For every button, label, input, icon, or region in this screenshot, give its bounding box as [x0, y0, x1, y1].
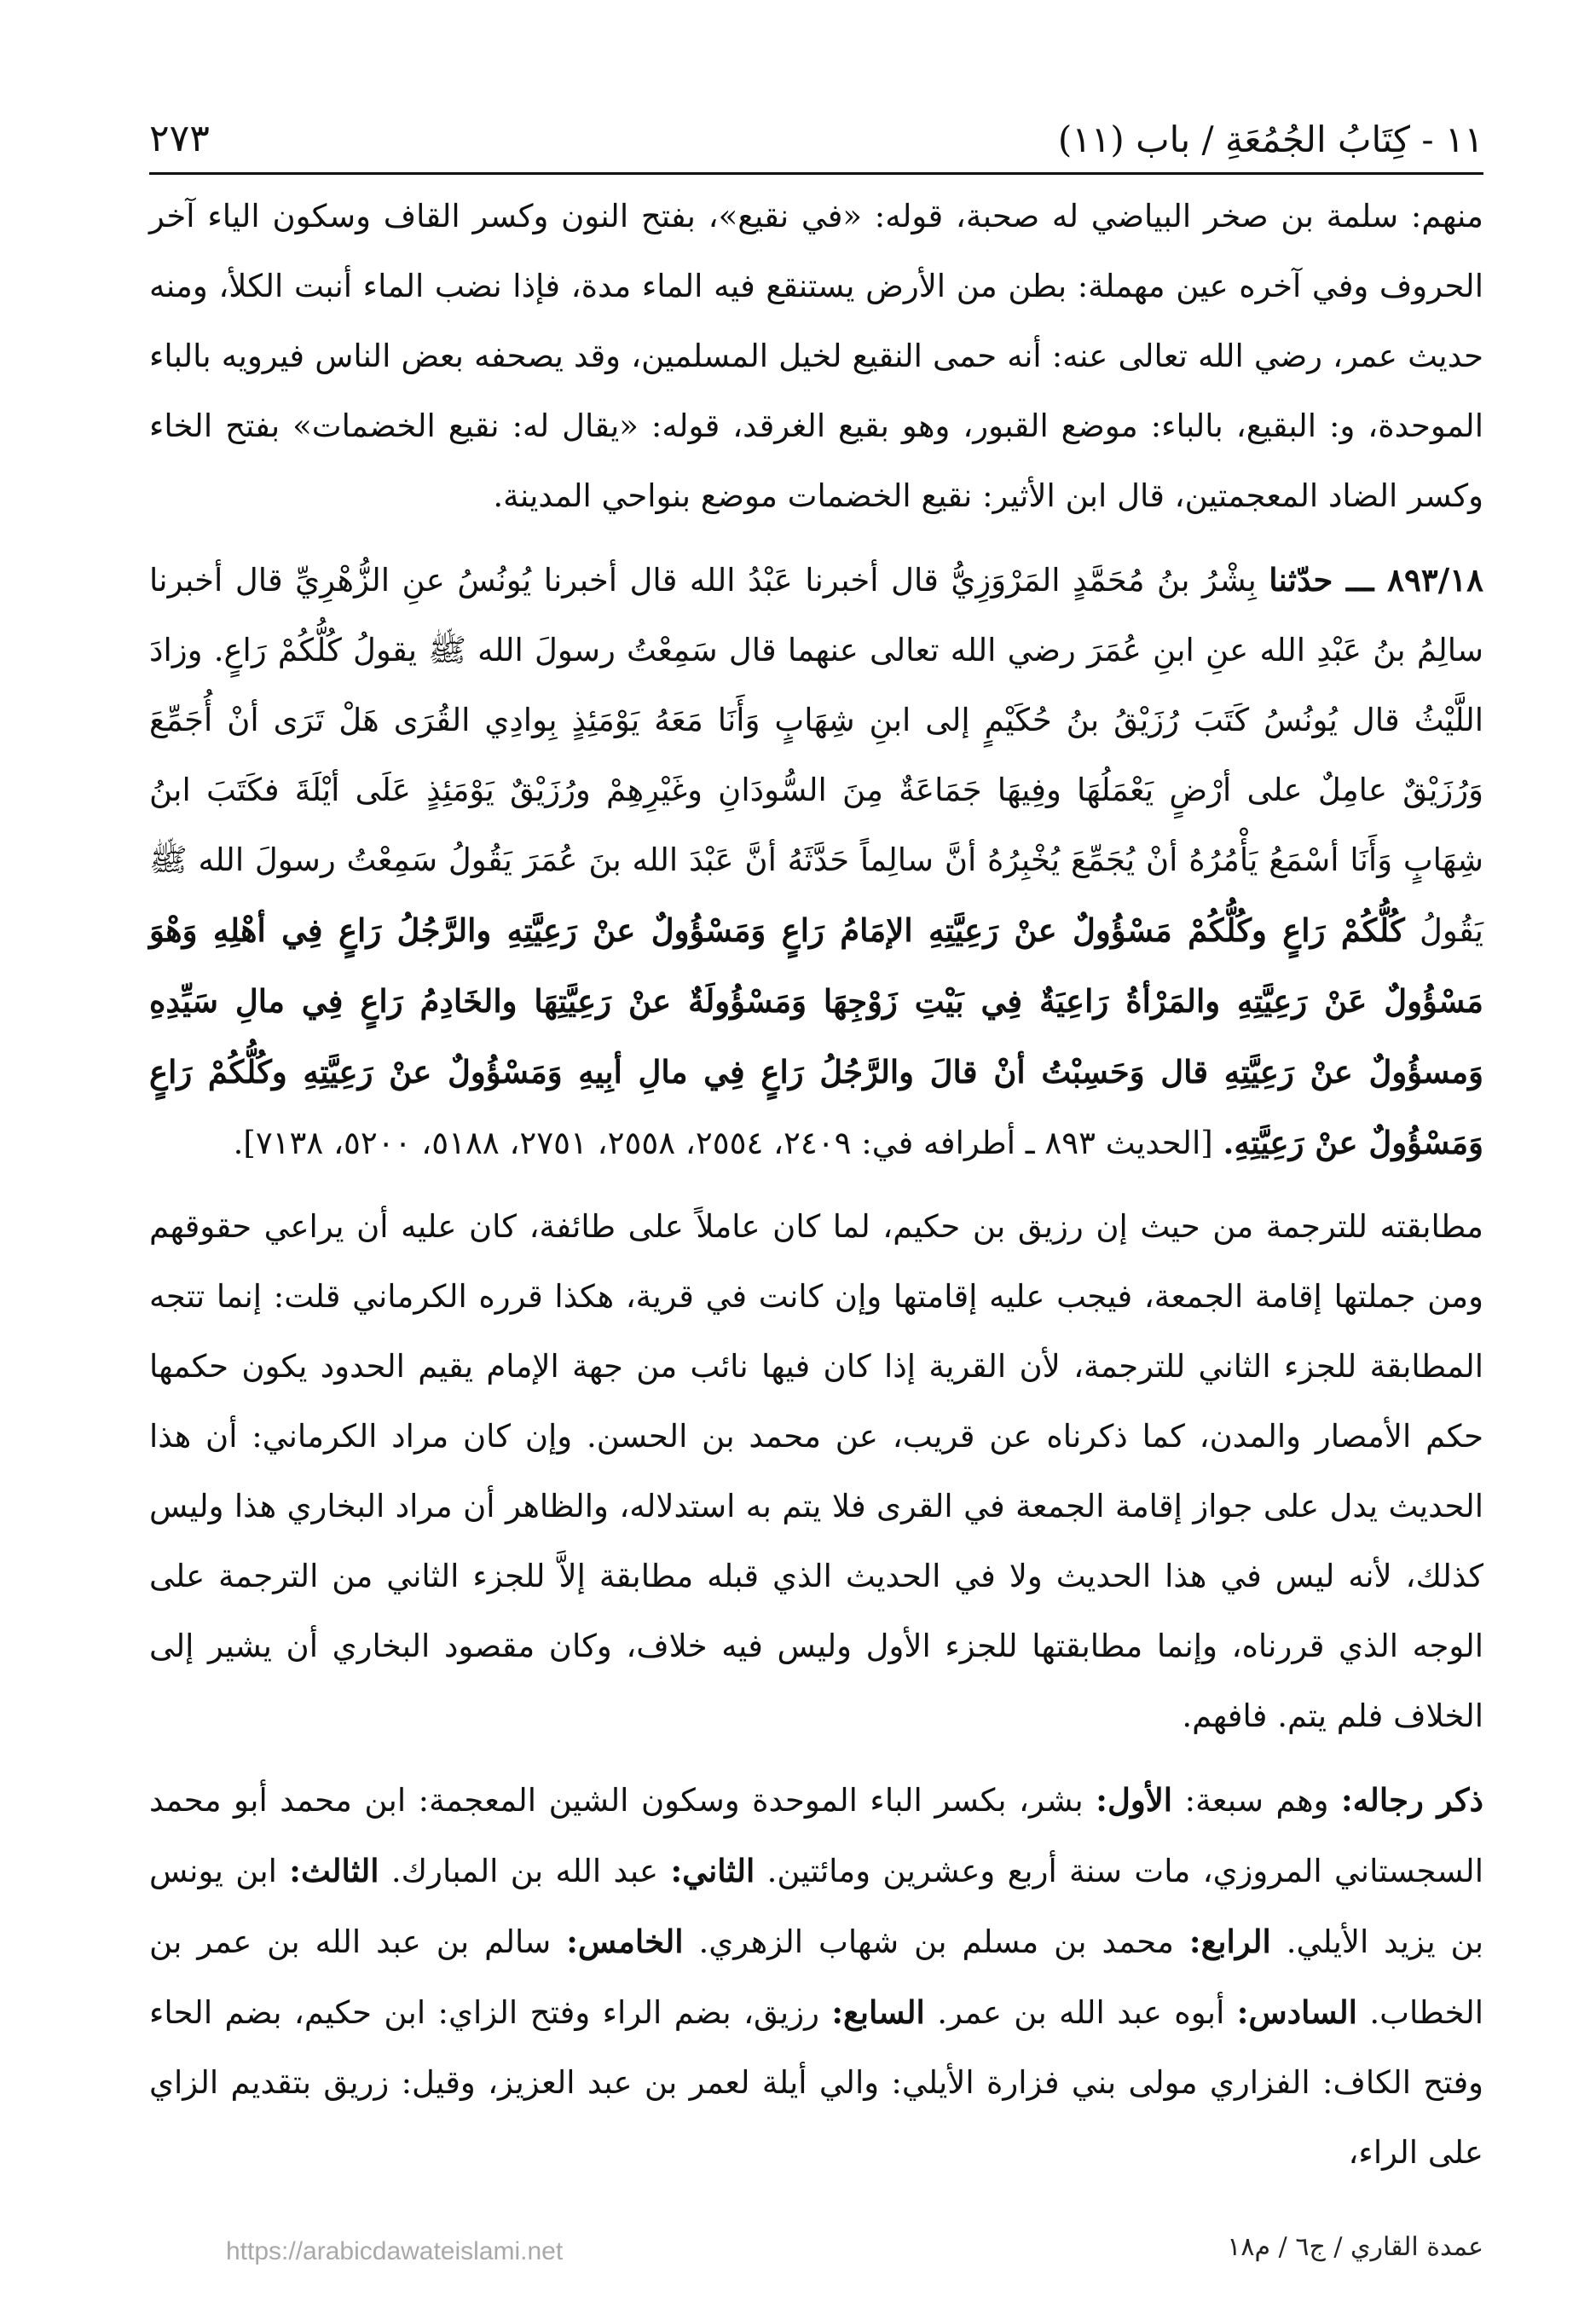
running-header [149, 101, 1483, 169]
paragraph-text: وهم سبعة: [1172, 1782, 1342, 1819]
hadith-references: [الحديث ٨٩٣ ـ أطرافه في: ٢٤٠٩، ٢٥٥٤، ٢٥٥٨، ٢٧٥١، ٥١٨٨، ٥٢٠٠، ٧١٣٨]. [233, 1125, 1223, 1161]
paragraph-text: مطابقته للترجمة من حيث إن رزيق بن حكيم، لما كان عاملاً على طائفة، كان عليه أن يراعي حقوقهم ومن جملتها إقامة الجمعة، فيجب عليه إقامتها وإن كانت في قرية، هكذا قرره الكرماني قلت: إنما تتجه المطابقة للجزء الثاني للترجمة، لأن القرية إذا كان فيها نائب من جهة الإمام يقيم الحدود يكون حكمها حكم الأمصار والمدن، كما ذكرناه عن قريب، عن محمد بن الحسن. وإن كان مراد الكرماني: أن هذا الحديث يدل على جواز إقامة الجمعة في القرى فلا يتم به استدلاله، والظاهر أن مراد البخاري هذا وليس كذلك، لأنه ليس في هذا الحديث ولا في الحديث الذي قبله مطابقة إلاَّ للجزء الثاني من الترجمة على الوجه الذي قررناه، وإنما مطابقتها للجزء الأول وليس فيه خلاف، وكان مقصود البخاري أن يشير إلى الخلاف فلم يتم. فافهم. [149, 1208, 1483, 1734]
hadith-number: ٨٩٣/١٨ ـــ حدّثنا [1269, 561, 1484, 599]
narrator-label: الخامس: [566, 1923, 684, 1960]
commentary-paragraph-1 [149, 182, 1483, 531]
hadith-paragraph [149, 545, 1483, 1178]
paragraph-text: بشر، بكسر الباء الموحدة وسكون الشين المعجمة: ابن محمد أبو محمد السجستاني المروزي، مات سنة أربع وعشرين ومائتين. [149, 1782, 1483, 1889]
narrator-label: الأول: [1096, 1781, 1173, 1819]
paragraph-text: منهم: سلمة بن صخر البياضي له صحبة، قوله: «في نقيع»، بفتح النون وكسر القاف وسكون الياء آخر الحروف وفي آخره عين مهملة: بطن من الأرض يستنقع فيه الماء مدة، فإذا نضب الماء أنبت الكلأ، ومنه حديث عمر، رضي الله تعالى عنه: أنه حمى النقيع لخيل المسلمين، وقد يصحفه بعض الناس فيرويه بالباء الموحدة، و: البقيع، بالباء: موضع القبور، وهو بقيع الغرقد، قوله: «يقال له: نقيع الخضمات» بفتح الخاء وكسر الضاد المعجمتين، قال ابن الأثير: نقيع الخضمات موضع بنواحي المدينة. [149, 198, 1483, 514]
commentary-paragraph-2 [149, 1192, 1483, 1751]
hadith-isnad: بِشْرُ بنُ مُحَمَّدٍ المَرْوَزِيُّ قال أخبرنا عَبْدُ الله قال أخبرنا يُونُسُ عنِ الزُّهْرِيِّ قال أخبرنا سالِمُ بنُ عَبْدِ الله عنِ ابنِ عُمَرَ رضي الله تعالى عنهما قال سَمِعْتُ رسولَ الله ﷺ يقولُ كُلُّكُمْ رَاعٍ. وزادَ اللَّيْثُ قال يُونُسُ كَتَبَ رُزَيْقُ بنُ حُكَيْمٍ إلى ابنِ شِهَابٍ وَأَنَا مَعَهُ يَوْمَئِذٍ بِوادِي القُرَى هَلْ تَرَى أنْ أُجَمِّعَ وَرُزَيْقٌ عامِلٌ على أرْضٍ يَعْمَلُهَا وفِيهَا جَمَاعَةٌ مِنَ السُّودَانِ وغَيْرِهِمْ ورُزَيْقٌ يَوْمَئِذٍ عَلَى أيْلَةَ فكَتَبَ ابنُ شِهَابٍ وَأَنَا أسْمَعُ يَأْمُرُهُ أنْ يُجَمِّعَ يُخْبِرُهُ أنَّ سالِماً حَدَّثَهُ أنَّ عَبْدَ الله بنَ عُمَرَ يَقُولُ سَمِعْتُ رسولَ الله ﷺ يَقُولُ [149, 562, 1483, 949]
paragraph-text: ابن يونس بن يزيد الأيلي. [149, 1853, 1483, 1960]
hadith-matn: كُلُّكُمْ رَاعٍ وكُلُّكُمْ مَسْؤُولٌ عنْ رَعِيَّتِهِ الإمَامُ رَاعٍ وَمَسْؤُولٌ عنْ رَعِيَّتِهِ والرَّجُلُ رَاعٍ فِي أهْلِهِ وَهْوَ مَسْؤُولٌ عَنْ رَعِيَّتِهِ والمَرْأةُ رَاعِيَةٌ فِي بَيْتِ زَوْجِهَا وَمَسْؤُولَةٌ عنْ رَعِيَّتِهَا والخَادِمُ رَاعٍ فِي مالِ سَيِّدِهِ وَمسؤُولٌ عنْ رَعِيَّتِهِ قال وَحَسِبْتُ أنْ قالَ والرَّجُلُ رَاعٍ فِي مالِ أبِيهِ وَمَسْؤُولٌ عنْ رَعِيَّتِهِ وكُلُّكُمْ رَاعٍ وَمَسْؤُولٌ عنْ رَعِيَّتِهِ. [149, 911, 1483, 1161]
paragraph-text: رزيق، بضم الراء وفتح الزاي: ابن حكيم، بضم الحاء وفتح الكاف: الفزاري مولى بني فزارة الأيلي: والي أيلة لعمر بن عبد العزيز، وقيل: زريق بتقديم الزاي على الراء، [149, 1994, 1483, 2171]
narrator-label: الثالث: [289, 1852, 379, 1889]
volume-reference: عمدة القاري / ج٦ / م١٨ [1227, 2232, 1483, 2262]
paragraph-text: عبد الله بن المبارك. [379, 1853, 671, 1889]
narrator-label: السابع: [831, 1993, 925, 2031]
paragraph-text: أبوه عبد الله بن عمر. [924, 1994, 1237, 2031]
header-divider [149, 172, 1483, 175]
page-footer [149, 2232, 1483, 2275]
watermark-url: https://arabicdawateislami.net [226, 2237, 564, 2265]
paragraph-text: سالم بن عبد الله بن عمر بن الخطاب. [149, 1924, 1484, 2031]
chapter-title: ١١ - كِتَابُ الجُمُعَةِ / باب (١١) [1057, 119, 1483, 160]
narrators-paragraph [149, 1765, 1483, 2188]
narrator-label: الرابع: [1188, 1923, 1271, 1960]
section-heading: ذكر رجاله: [1341, 1781, 1484, 1819]
narrator-label: الثاني: [670, 1852, 755, 1889]
paragraph-text: محمد بن مسلم بن شهاب الزهري. [683, 1924, 1189, 1960]
page-number: ٢٧٣ [149, 117, 210, 160]
narrator-label: السادس: [1236, 1993, 1357, 2031]
book-page [149, 101, 1483, 2283]
